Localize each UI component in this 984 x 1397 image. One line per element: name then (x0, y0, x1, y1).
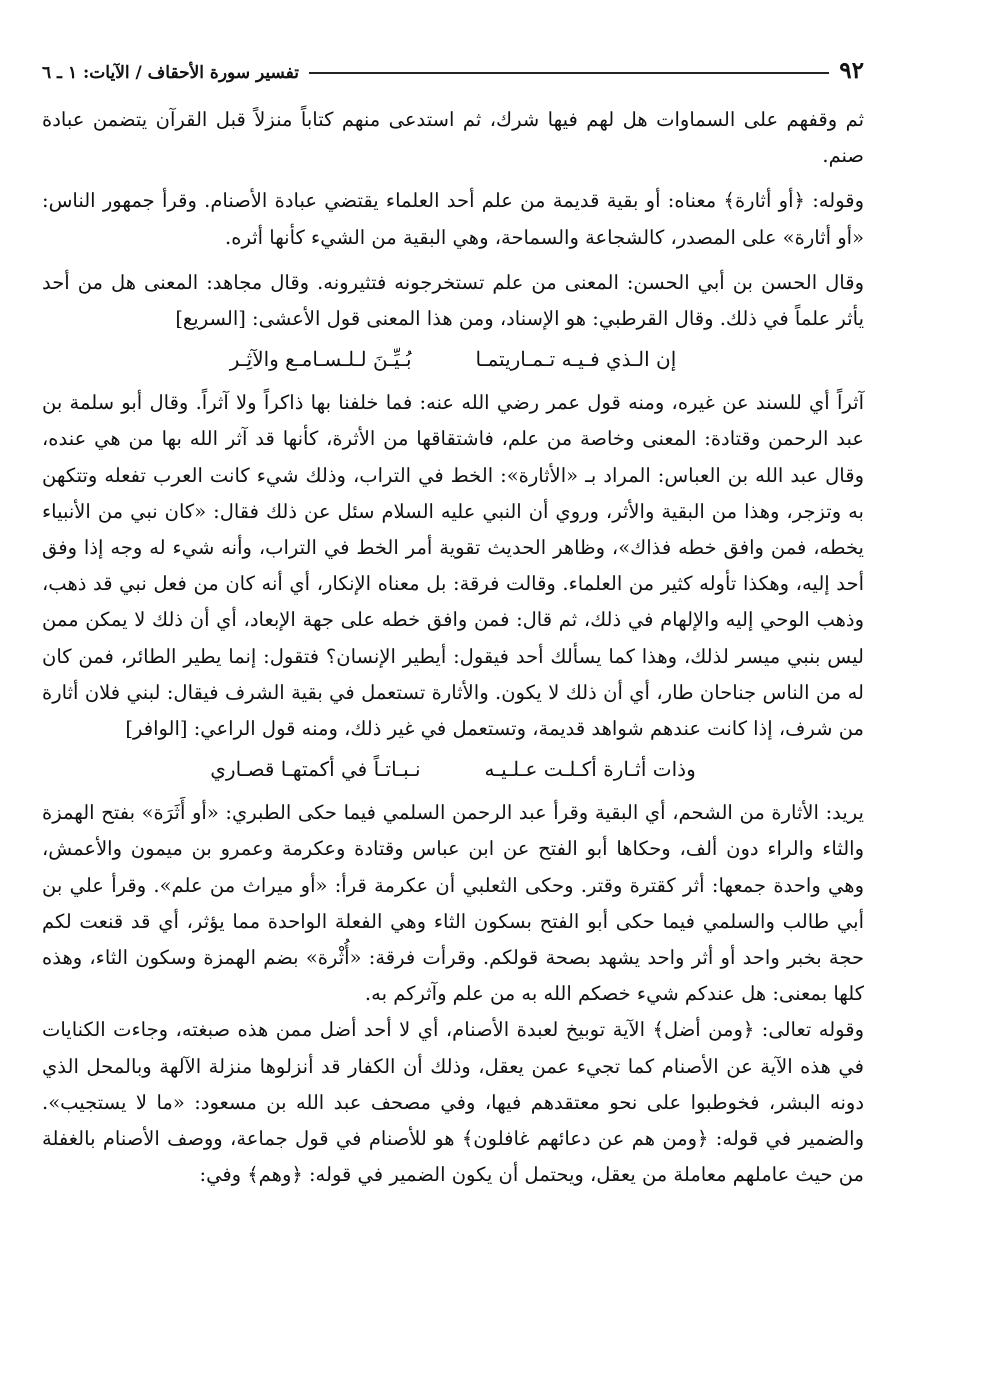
verse-hemistich-first: وذات أثـارة أكـلـت عـلـيـه (484, 757, 696, 782)
header-rule (309, 72, 829, 74)
body-text (42, 102, 864, 1193)
paragraph-6: وقوله تعالى: ﴿ومن أضل﴾ الآية توبيخ لعبدة الأصنام، أي لا أحد أضل ممن هذه صبغته، وجاءت الكنايات في هذه الآية عن الأصنام كما تجيء عمن يعقل، وذلك أن الكفار قد أنزلوها منزلة الآلهة وبالمحل الذي دونه البشر، فخوطبوا على نحو معتقدهم فيها، وفي مصحف عبد الله بن مسعود: «ما لا يستجيب». والضمير في قوله: ﴿ومن هم عن دعائهم غافلون﴾ هو للأصنام في قول جماعة، ووصف الأصنام بالغفلة من حيث عاملهم معاملة من يعقل، ويحتمل أن يكون الضمير في قوله: ﴿وهم﴾ وفي: (42, 1018, 864, 1187)
paragraph-5: يريد: الأثارة من الشحم، أي البقية وقرأ عبد الرحمن السلمي فيما حكى الطبري: «أو أَثَرَة» بفتح الهمزة والثاء والراء دون ألف، وحكاها أبو الفتح عن ابن عباس وقتادة وعكرمة وعمرو بن ميمون والأعمش، وهي واحدة جمعها: أثر كقترة وقتر. وحكى الثعلبي أن عكرمة قرأ: «أو ميراث من علم». وقرأ علي بن أبي طالب والسلمي فيما حكى أبو الفتح بسكون الثاء وهي الفعلة الواحدة مما يؤثر، أي قد قنعت لكم حجة بخبر واحد أو أثر واحد يشهد بصحة قولكم. وقرأت فرقة: «أُثْرة» بضم الهمزة وسكون الثاء، وهذه كلها بمعنى: هل عندكم شيء خصكم الله به من علم وآثركم به. (42, 801, 864, 1006)
paragraph-2: وقوله: ﴿أو أثارة﴾ معناه: أو بقية قديمة من علم أحد العلماء يقتضي عبادة الأصنام. وقرأ جمهور الناس: «أو أثارة» على المصدر، كالشجاعة والسماحة، وهي البقية من الشيء كأنها أثره. (42, 189, 864, 249)
verse-alasha (42, 339, 864, 379)
page-number: ٩٢ (839, 57, 864, 84)
verse-hemistich-first: إن الـذي فـيـه تـمـاريتمـا (475, 347, 677, 372)
running-header (42, 52, 864, 82)
verse-alrai (42, 749, 864, 789)
verse-hemistich-second: بُـيِّـنَ لـلـسـامـع والآثِـر (229, 347, 412, 372)
verse-hemistich-second: نـبـاتـاً في أكمتهـا قصـاري (210, 757, 421, 782)
paragraph-1: ثم وقفهم على السماوات هل لهم فيها شرك، ثم استدعى منهم كتاباً منزلاً قبل القرآن يتضمن عبادة صنم. (42, 108, 864, 168)
paragraph-3: وقال الحسن بن أبي الحسن: المعنى من علم تستخرجونه فتثيرونه. وقال مجاهد: المعنى هل من أحد يأثر علماً في ذلك. وقال القرطبي: هو الإسناد، ومن هذا المعنى قول الأعشى: [السريع] (42, 270, 864, 331)
header-title: تفسير سورة الأحقاف / الآيات: ١ ـ ٦ (42, 63, 299, 83)
paragraph-4: آثراً أي للسند عن غيره، ومنه قول عمر رضي الله عنه: فما خلفنا بها ذاكراً ولا آثراً. وقال أبو سلمة بن عبد الرحمن وقتادة: المعنى وخاصة من علم، فاشتقاقها من الأثرة، كأنها قد آثر الله بها من هي عنده، وقال عبد الله بن العباس: المراد بـ «الأثارة»: الخط في التراب، وذلك شيء كانت العرب تفعله وتتكهن به وتزجر، وهذا من البقية والأثر، وروي أن النبي عليه السلام سئل عن ذلك فقال: «كان نبي من الأنبياء يخطه، فمن وافق خطه فذاك»، وظاهر الحديث تقوية أمر الخط في التراب، وأنه شيء له وجه إذا وفق أحد إليه، وهكذا تأوله كثير من العلماء. وقالت فرقة: بل معناه الإنكار، أي أنه كان من فعل نبي قد ذهب، وذهب الوحي إليه والإلهام في ذلك، ثم قال: فمن وافق خطه على جهة الإبعاد، أي أن ذلك لا يمكن ممن ليس بنبي ميسر لذلك، وهذا كما يسألك أحد فيقول: أيطير الإنسان؟ فتقول: إنما يطير الطائر، فمن كان له من الناس جناحان طار، أي أن ذلك لا يكون. والأثارة تستعمل في بقية الشرف فيقال: لبني فلان أثارة من شرف، إذا كانت عندهم شواهد قديمة، وتستعمل في غير ذلك، ومنه قول الراعي: [الوافر] (42, 391, 864, 741)
